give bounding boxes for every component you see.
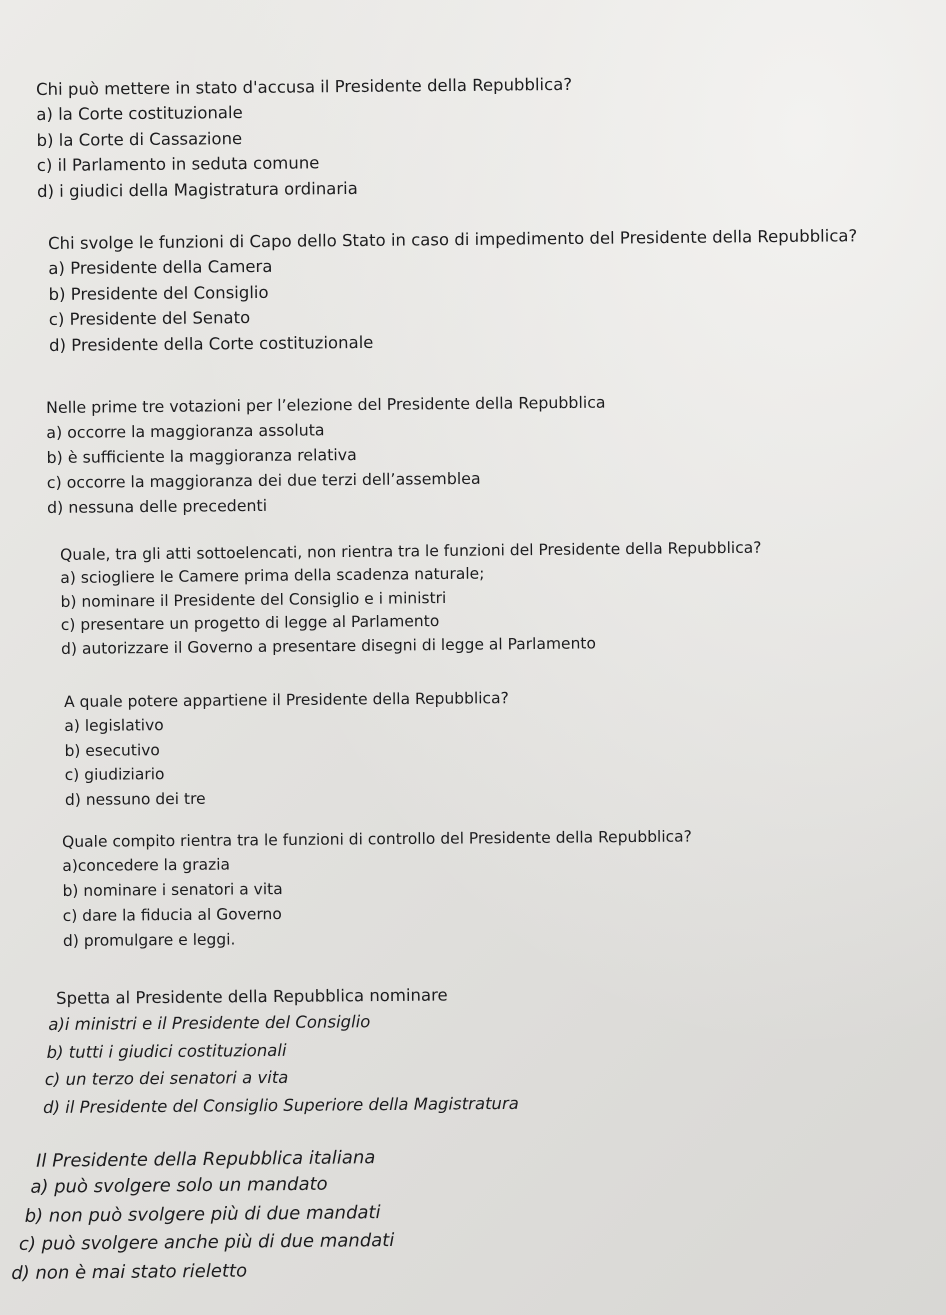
option-d: d) autorizzare il Governo a presentare disegni di legge al Parlamento (61, 633, 597, 658)
option-d: d) nessuna delle precedenti (46, 495, 268, 517)
option-b: b) tutti i giudici costituzionali (46, 1040, 287, 1062)
option-c: c) può svolgere anche più di due mandati (18, 1229, 395, 1255)
question-stem: Quale, tra gli atti sottoelencati, non rientra tra le funzioni del Presidente della Repubblica? (60, 538, 762, 564)
question-stem: Spetta al Presidente della Repubblica nominare (56, 985, 448, 1008)
option-a: a) Presidente della Camera (48, 256, 273, 278)
option-c: c) un terzo dei senatori a vita (44, 1067, 289, 1089)
option-c: c) dare la fiducia al Governo (62, 905, 282, 925)
option-b: b) esecutivo (64, 740, 160, 760)
question-5 (64, 686, 510, 812)
option-b: b) Presidente del Consiglio (48, 282, 269, 304)
question-stem: A quale potere appartiene il Presidente della Repubblica? (64, 689, 509, 711)
question-stem: Nelle prime tre votazioni per l’elezione del Presidente della Repubblica (46, 392, 606, 417)
question-stem: Chi svolge le funzioni di Capo dello Stato in caso di impedimento del Presidente della Repubblica? (48, 226, 858, 253)
option-d: d) il Presidente del Consiglio Superiore della Magistratura (42, 1093, 519, 1117)
question-4 (60, 536, 763, 661)
option-c: c) giudiziario (64, 765, 165, 784)
option-d: d) nessuno dei tre (64, 789, 206, 809)
option-c: c) presentare un progetto di legge al Parlamento (60, 612, 440, 634)
question-2 (48, 224, 858, 358)
option-c: c) occorre la maggioranza dei due terzi dell’assemblea (46, 468, 481, 492)
question-stem: Il Presidente della Repubblica italiana (36, 1147, 376, 1172)
question-7 (44, 983, 519, 1121)
option-d: d) Presidente della Corte costituzionale (48, 332, 374, 355)
question-8 (10, 1146, 395, 1288)
option-a: a)concedere la grazia (62, 855, 231, 875)
option-b: b) nominare i senatori a vita (62, 880, 283, 900)
option-a: a) occorre la maggioranza assoluta (46, 420, 325, 442)
option-b: b) non può svolgere più di due mandati (24, 1201, 381, 1227)
question-stem: Chi può mettere in stato d'accusa il Presidente della Repubblica? (36, 74, 573, 99)
option-d: d) non è mai stato rieletto (11, 1260, 248, 1284)
question-6 (62, 825, 693, 954)
option-b: b) la Corte di Cassazione (36, 128, 243, 150)
option-a: a)i ministri e il Presidente del Consiglio (48, 1012, 371, 1034)
option-d: d) promulgare e leggi. (62, 930, 236, 950)
question-1 (36, 73, 573, 204)
option-c: c) Presidente del Senato (48, 308, 251, 329)
option-a: a) la Corte costituzionale (36, 103, 243, 124)
question-3 (46, 391, 607, 520)
option-b: b) nominare il Presidente del Consiglio e i ministri (60, 588, 447, 611)
option-a: a) sciogliere le Camere prima della scadenza naturale; (60, 564, 485, 587)
option-c: c) il Parlamento in seduta comune (36, 153, 320, 175)
question-stem: Quale compito rientra tra le funzioni di controllo del Presidente della Repubblica? (62, 827, 692, 851)
option-d: d) i giudici della Magistratura ordinaria (36, 178, 358, 201)
option-b: b) è sufficiente la maggioranza relativa (46, 445, 357, 467)
option-a: a) legislativo (64, 716, 164, 735)
option-a: a) può svolgere solo un mandato (30, 1173, 328, 1198)
